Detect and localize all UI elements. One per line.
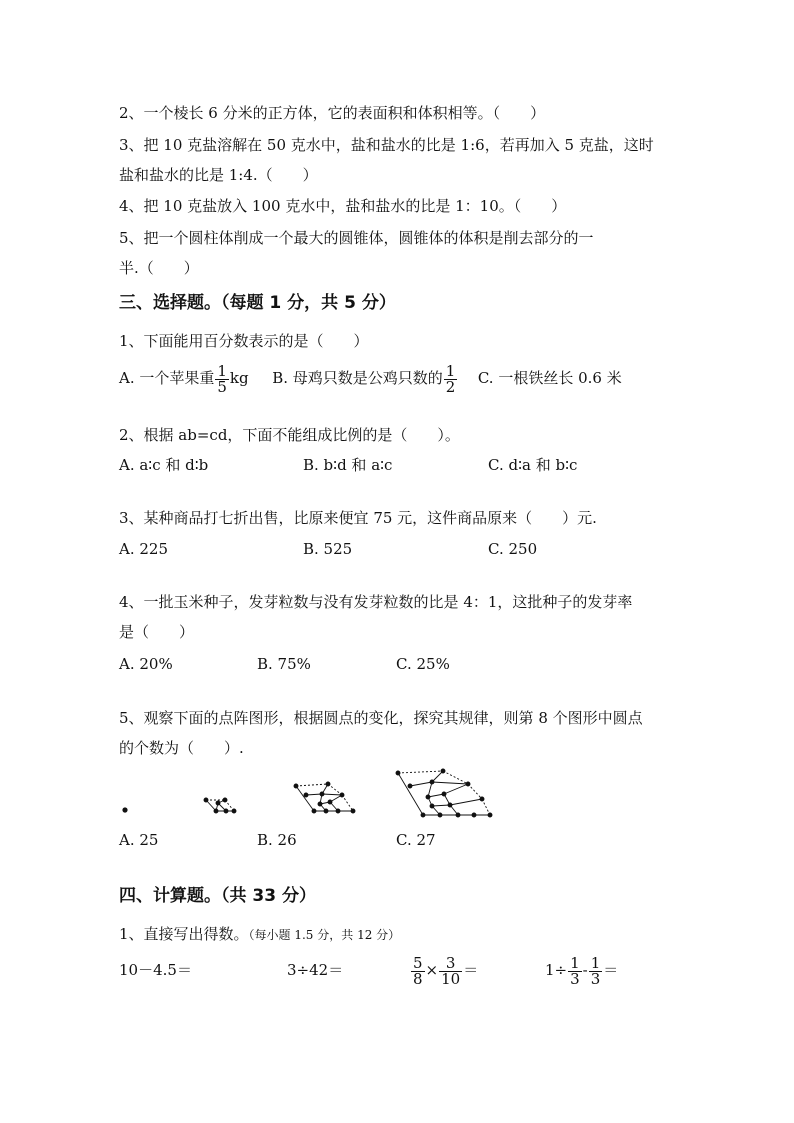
s4-q1-note: （每小题 1.5 分，共 12 分） (248, 928, 401, 942)
s3-q4-option-b: B. 75% (257, 655, 311, 673)
s3-q1-option-a: A. 一个苹果重 $\frac{1}{5}$ kg (119, 361, 249, 396)
s3-q1-stem: 1、下面能用百分数表示的是（ ） (119, 332, 369, 350)
fraction-one-third-b: $\frac{1}{3}$ (590, 953, 601, 988)
dot-figure-1 (122, 807, 127, 812)
s3-q2-stem: 2、根据 ab=cd，下面不能组成比例的是（ ）。 (119, 426, 460, 444)
s3-q1-option-c: C. 一根铁丝长 0.6 米 (477, 369, 622, 387)
calc-expression-3: $\frac{5}{8}$ × $\frac{3}{10}$ ＝ (413, 953, 479, 988)
s3-q3-option-b: B. 525 (303, 540, 353, 558)
s4-q1-stem: 1、直接写出得数。（每小题 1.5 分，共 12 分） (119, 925, 401, 943)
section4-title: 四、计算题。（共 33 分） (119, 886, 316, 906)
judge-q5-line2: 半.（ ） (119, 259, 199, 277)
s3-q5-stem-line2: 的个数为（ ）. (119, 739, 244, 757)
s3-q4-stem-line2: 是（ ） (119, 623, 195, 641)
judge-q3-line2: 盐和盐水的比是 1:4.（ ） (119, 166, 318, 184)
s3-q2-option-a: A. a∶c 和 d∶b (119, 456, 209, 474)
judge-q4: 4、把 10 克盐放入 100 克水中，盐和盐水的比是 1：10。（ ） (119, 197, 567, 215)
s3-q3-option-a: A. 225 (119, 540, 168, 558)
fraction-one-half: $\frac{1}{2}$ (445, 361, 456, 396)
fraction-one-third-a: $\frac{1}{3}$ (570, 953, 580, 988)
calc-expression-2: 3÷42＝ (287, 961, 344, 979)
s3-q2-option-b: B. b∶d 和 a∶c (303, 456, 393, 474)
s3-q5-stem-line1: 5、观察下面的点阵图形，根据圆点的变化，探究其规律，则第 8 个图形中圆点 (119, 709, 643, 727)
calc-expression-1: 10－4.5＝ (119, 961, 192, 979)
judge-q2: 2、一个棱长 6 分米的正方体，它的表面积和体积相等。（ ） (119, 104, 546, 122)
fraction-three-tenths: $\frac{3}{10}$ (441, 953, 461, 988)
s3-q3-option-c: C. 250 (488, 540, 538, 558)
s3-q5-option-b: B. 26 (257, 831, 297, 849)
s3-q4-option-a: A. 20% (119, 655, 173, 673)
s3-q3-stem: 3、某种商品打七折出售，比原来便宜 75 元，这件商品原来（ ）元. (119, 509, 597, 527)
s3-q1-option-b: B. 母鸡只数是公鸡只数的 $\frac{1}{2}$ (272, 361, 456, 396)
dot-lattice-figures (110, 764, 510, 824)
s3-q1-options (119, 360, 622, 396)
s3-q4-stem-line1: 4、一批玉米种子，发芽粒数与没有发芽粒数的比是 4：1，这批种子的发芽率 (119, 593, 633, 611)
s3-q5-option-a: A. 25 (119, 831, 159, 849)
dot-figure-3 (294, 782, 355, 813)
dot-figure-2 (204, 798, 236, 813)
judge-q3-line1: 3、把 10 克盐溶解在 50 克水中，盐和盐水的比是 1:6，若再加入 5 克盐，这时 (119, 136, 654, 154)
calc-expression-4: 1÷ $\frac{1}{3}$ - $\frac{1}{3}$ ＝ (545, 953, 619, 988)
s3-q4-option-c: C. 25% (396, 655, 450, 673)
fraction-one-fifth: $\frac{1}{5}$ (217, 361, 227, 396)
s3-q2-option-c: C. d∶a 和 b∶c (488, 456, 578, 474)
s3-q5-option-c: C. 27 (396, 831, 436, 849)
section3-title: 三、选择题。（每题 1 分，共 5 分） (119, 293, 396, 313)
dot-figure-4 (396, 769, 492, 817)
fraction-five-eighths: $\frac{5}{8}$ (413, 953, 423, 988)
judge-q5-line1: 5、把一个圆柱体削成一个最大的圆锥体，圆锥体的体积是削去部分的一 (119, 229, 594, 247)
